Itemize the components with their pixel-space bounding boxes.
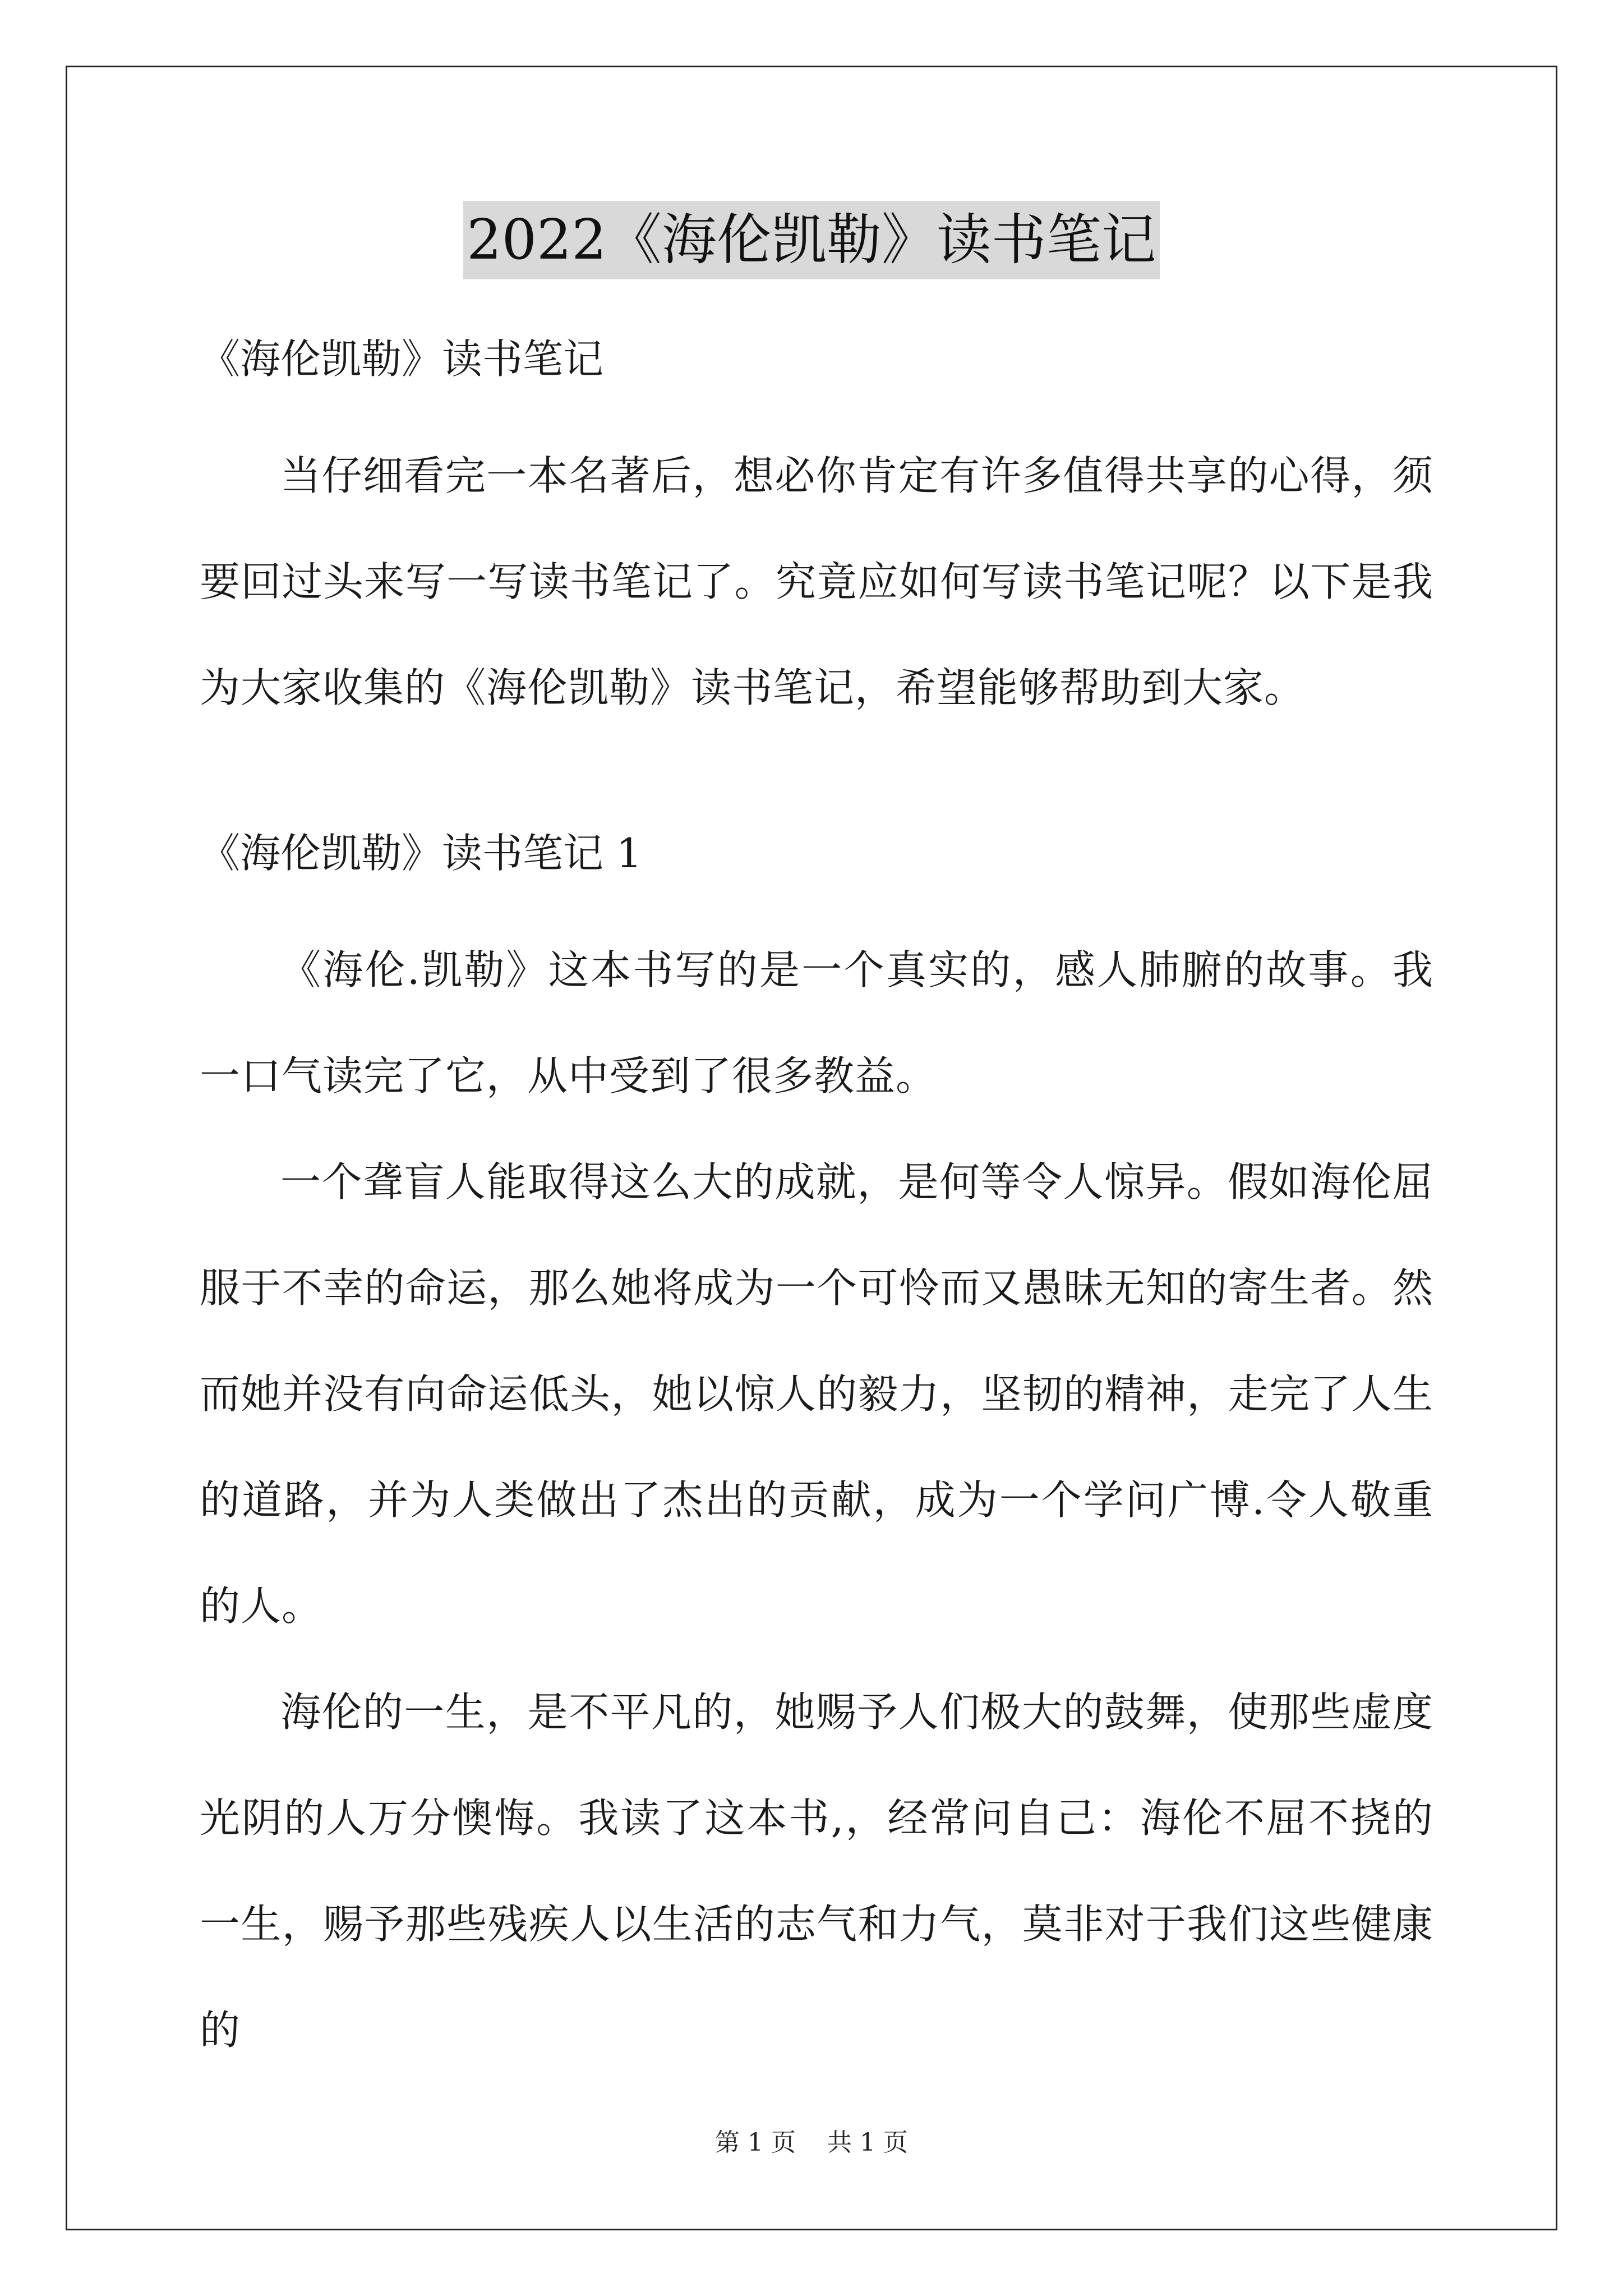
spacer [200,387,1433,423]
document-title: 2022《海伦凯勒》读书笔记 [463,201,1159,279]
title-area [0,201,1623,279]
page-footer [0,2126,1623,2160]
spacer [200,881,1433,917]
intro-paragraph: 当仔细看完一本名著后，想必你肯定有许多值得共享的心得，须要回过头来写一写读书笔记了。究竟应如何写读书笔记呢？以下是我为大家收集的《海伦凯勒》读书笔记，希望能够帮助到大家。 [200,452,1433,711]
spacer [200,741,1433,825]
intro-heading: 《海伦凯勒》读书笔记 [200,335,604,383]
body-paragraph-3: 海伦的一生，是不平凡的，她赐予人们极大的鼓舞，使那些虚度光阴的人万分懊悔。我读了这本书,，经常问自己：海伦不屈不挠的一生，赐予那些残疾人以生活的志气和力气，莫非对于我们这些健康的 [200,1688,1433,2054]
section-heading: 《海伦凯勒》读书笔记 1 [200,830,642,877]
page-total: 共 1 页 [827,2128,908,2157]
body-paragraph-1: 《海伦.凯勒》这本书写的是一个真实的，感人肺腑的故事。我一口气读完了它，从中受到了很多教益。 [200,946,1433,1099]
page-number: 第 1 页 [715,2128,796,2157]
document-body [200,331,1433,2083]
body-paragraph-2: 一个聋盲人能取得这么大的成就，是何等令人惊异。假如海伦屈服于不幸的命运，那么她将成为一个可怜而又愚昧无知的寄生者。然而她并没有向命运低头，她以惊人的毅力，坚韧的精神，走完了人生的道路，并为人类做出了杰出的贡献，成为一个学问广博.令人敬重的人。 [200,1158,1433,1630]
